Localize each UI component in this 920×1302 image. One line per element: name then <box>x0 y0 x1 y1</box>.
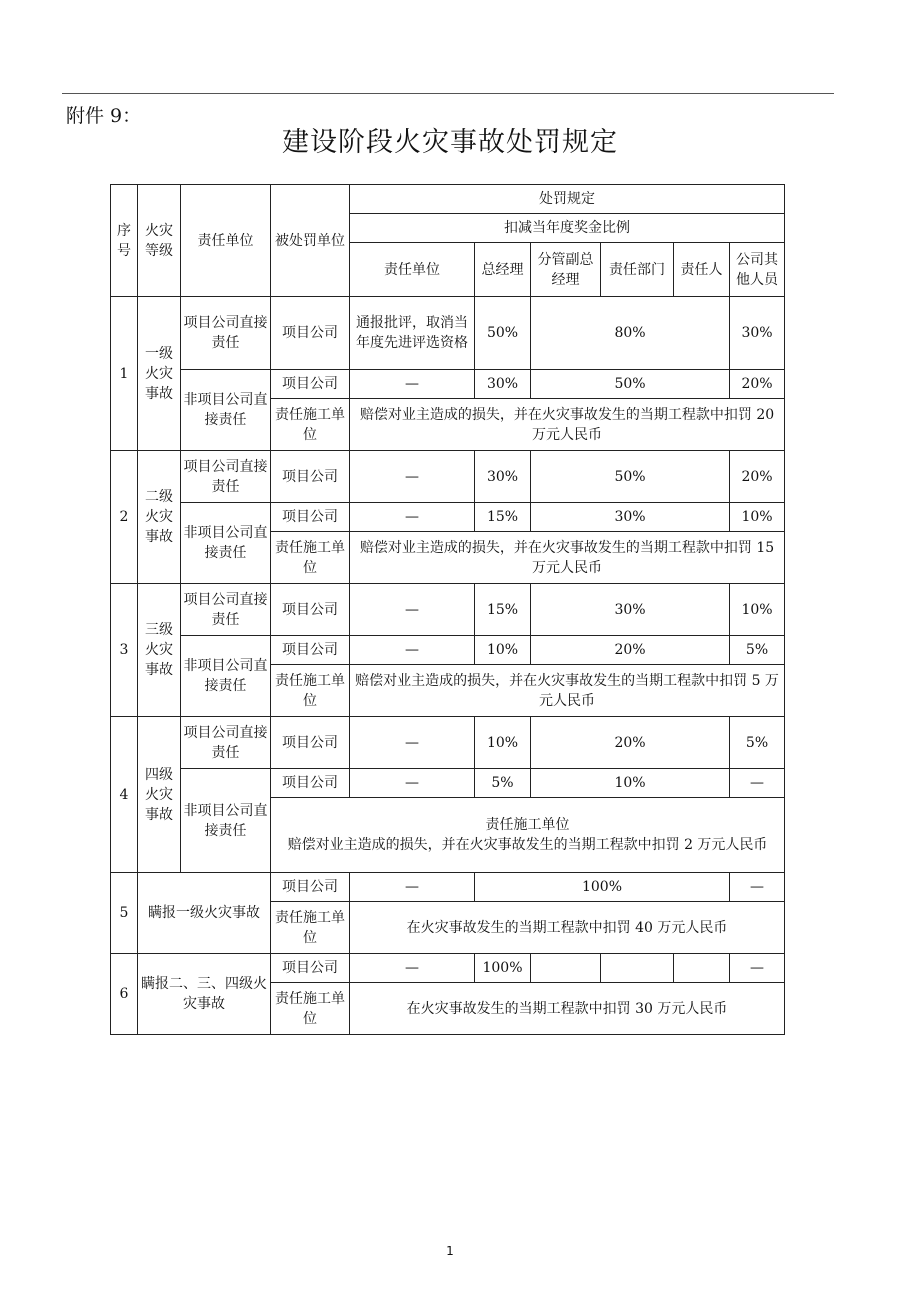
action-cell: — <box>350 954 475 983</box>
construction-unit-cell: 责任施工单位 <box>271 902 350 954</box>
mid-cell: 20% <box>531 636 730 665</box>
unit-cell: 项目公司 <box>271 451 350 503</box>
header-punished-unit: 被处罚单位 <box>271 185 350 297</box>
resp-cell: 非项目公司直接责任 <box>181 370 271 451</box>
gm-cell: 100% <box>475 954 531 983</box>
header-row-1 <box>111 185 785 214</box>
unit-cell: 项目公司 <box>271 717 350 769</box>
gm-cell: 30% <box>475 451 531 503</box>
header-bonus: 扣减当年度奖金比例 <box>350 214 785 243</box>
header-level: 火灾等级 <box>138 185 181 297</box>
level-cell: 四级火灾事故 <box>138 717 181 873</box>
gm-cell: 50% <box>475 297 531 370</box>
resp-cell: 非项目公司直接责任 <box>181 636 271 717</box>
unit-cell: 项目公司 <box>271 370 350 399</box>
action-cell: — <box>350 451 475 503</box>
action-cell: — <box>350 769 475 798</box>
mid-cell: 50% <box>531 451 730 503</box>
action-cell: — <box>350 370 475 399</box>
mid-cell: 100% <box>475 873 730 902</box>
construction-unit-cell: 责任施工单位 <box>271 399 350 451</box>
gm-cell: 15% <box>475 503 531 532</box>
gm-cell: 30% <box>475 370 531 399</box>
seq-cell: 4 <box>111 717 138 873</box>
action-cell: — <box>350 873 475 902</box>
others-cell: — <box>730 954 785 983</box>
level-cell: 二级火灾事故 <box>138 451 181 584</box>
construction-unit-label: 责任施工单位 <box>485 817 570 833</box>
table-row <box>111 636 785 665</box>
action-cell: — <box>350 503 475 532</box>
mid-cell: 30% <box>531 503 730 532</box>
level-cell: 瞒报一级火灾事故 <box>138 873 271 954</box>
unit-cell: 项目公司 <box>271 954 350 983</box>
action-cell: 通报批评，取消当年度先进评选资格 <box>350 297 475 370</box>
resp-cell: 非项目公司直接责任 <box>181 769 271 873</box>
header-col-dept: 责任部门 <box>601 243 674 297</box>
unit-cell: 项目公司 <box>271 297 350 370</box>
empty-cell <box>601 954 674 983</box>
level-cell: 一级火灾事故 <box>138 297 181 451</box>
construction-combined-cell <box>271 798 785 873</box>
construction-text-cell: 在火灾事故发生的当期工程款中扣罚 40 万元人民币 <box>350 902 785 954</box>
others-cell: 30% <box>730 297 785 370</box>
construction-text-cell: 赔偿对业主造成的损失，并在火灾事故发生的当期工程款中扣罚 15 万元人民币 <box>350 532 785 584</box>
unit-cell: 项目公司 <box>271 584 350 636</box>
table-row <box>111 370 785 399</box>
seq-cell: 6 <box>111 954 138 1035</box>
table-row <box>111 873 785 902</box>
others-cell: 10% <box>730 584 785 636</box>
header-seq: 序号 <box>111 185 138 297</box>
resp-cell: 项目公司直接责任 <box>181 584 271 636</box>
construction-unit-cell: 责任施工单位 <box>271 665 350 717</box>
level-cell: 瞒报二、三、四级火灾事故 <box>138 954 271 1035</box>
seq-cell: 3 <box>111 584 138 717</box>
construction-text-cell: 在火灾事故发生的当期工程款中扣罚 30 万元人民币 <box>350 983 785 1035</box>
table-row <box>111 954 785 983</box>
mid-cell: 10% <box>531 769 730 798</box>
gm-cell: 10% <box>475 636 531 665</box>
mid-cell: 80% <box>531 297 730 370</box>
resp-cell: 项目公司直接责任 <box>181 451 271 503</box>
header-rule: 处罚规定 <box>350 185 785 214</box>
seq-cell: 2 <box>111 451 138 584</box>
construction-unit-cell: 责任施工单位 <box>271 983 350 1035</box>
header-resp-unit: 责任单位 <box>181 185 271 297</box>
construction-unit-cell: 责任施工单位 <box>271 532 350 584</box>
action-cell: — <box>350 584 475 636</box>
level-cell: 三级火灾事故 <box>138 584 181 717</box>
gm-cell: 5% <box>475 769 531 798</box>
others-cell: 20% <box>730 451 785 503</box>
mid-cell: 20% <box>531 717 730 769</box>
unit-cell: 项目公司 <box>271 769 350 798</box>
header-col-person: 责任人 <box>674 243 730 297</box>
table-row <box>111 584 785 636</box>
attachment-label: 附件 9： <box>66 105 142 127</box>
table-row <box>111 769 785 798</box>
gm-cell: 10% <box>475 717 531 769</box>
table-row <box>111 451 785 503</box>
others-cell: 10% <box>730 503 785 532</box>
action-cell: — <box>350 636 475 665</box>
empty-cell <box>674 954 730 983</box>
unit-cell: 项目公司 <box>271 873 350 902</box>
header-col-resp-unit: 责任单位 <box>350 243 475 297</box>
construction-text-cell: 赔偿对业主造成的损失，并在火灾事故发生的当期工程款中扣罚 20 万元人民币 <box>350 399 785 451</box>
table-row <box>111 503 785 532</box>
others-cell: 5% <box>730 717 785 769</box>
table-row <box>111 297 785 370</box>
gm-cell: 15% <box>475 584 531 636</box>
penalty-table <box>110 184 785 1035</box>
unit-cell: 项目公司 <box>271 636 350 665</box>
others-cell: 5% <box>730 636 785 665</box>
empty-cell <box>531 954 601 983</box>
resp-cell: 非项目公司直接责任 <box>181 503 271 584</box>
table-row <box>111 717 785 769</box>
page-number: 1 <box>446 1244 454 1258</box>
resp-cell: 项目公司直接责任 <box>181 297 271 370</box>
others-cell: — <box>730 873 785 902</box>
unit-cell: 项目公司 <box>271 503 350 532</box>
header-col-others: 公司其他人员 <box>730 243 785 297</box>
mid-cell: 30% <box>531 584 730 636</box>
others-cell: — <box>730 769 785 798</box>
construction-text: 赔偿对业主造成的损失，并在火灾事故发生的当期工程款中扣罚 2 万元人民币 <box>287 837 768 853</box>
mid-cell: 50% <box>531 370 730 399</box>
seq-cell: 5 <box>111 873 138 954</box>
resp-cell: 项目公司直接责任 <box>181 717 271 769</box>
document-title: 建设阶段火灾事故处罚规定 <box>282 127 618 158</box>
action-cell: — <box>350 717 475 769</box>
header-col-deputy-gm: 分管副总经理 <box>531 243 601 297</box>
header-rule <box>62 93 834 94</box>
header-col-gm: 总经理 <box>475 243 531 297</box>
others-cell: 20% <box>730 370 785 399</box>
construction-text-cell: 赔偿对业主造成的损失，并在火灾事故发生的当期工程款中扣罚 5 万元人民币 <box>350 665 785 717</box>
seq-cell: 1 <box>111 297 138 451</box>
